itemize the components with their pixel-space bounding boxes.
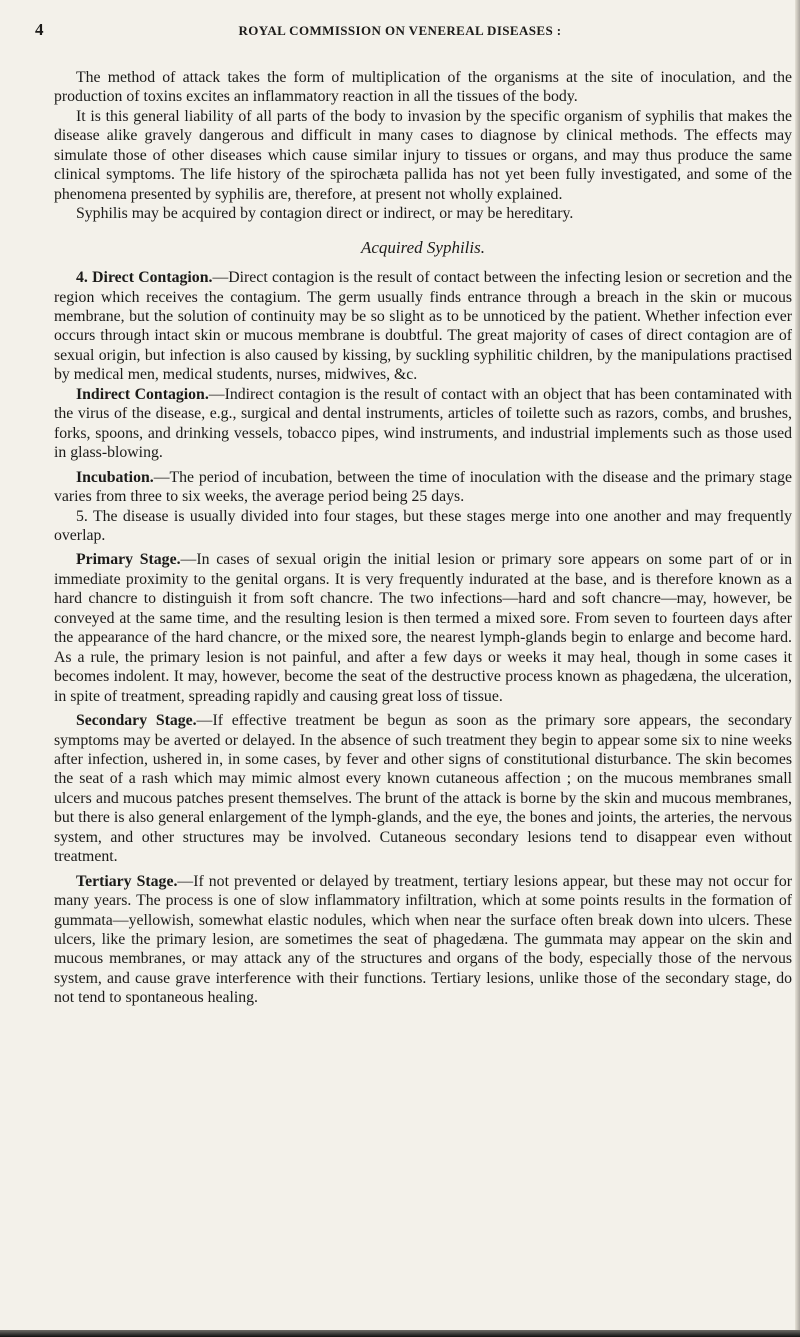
paragraph-text: —If effective treatment be begun as soon as the primary sore appears, the secondary symptoms may be averted or delayed. In the absence of such treatment they begin to appear some six to nine weeks after infection, ushered in, in some cases, by fever and other signs of constitutional disturbance. The skin becomes the seat of a rash which may mimic almost every known cutaneous affection ; on the mucous membranes small ulcers and mucous patches present themselves. The brunt of the attack is borne by the skin and mucous membranes, but there is also general enlargement of the lymph-glands, and the eye, the bones and joints, the arteries, the nervous system, and other structures may be involved. Cutaneous secondary lesions tend to disappear even without treatment. [54, 712, 792, 866]
running-head: ROYAL COMMISSION ON VENEREAL DISEASES : [238, 23, 562, 38]
paragraph-incubation [54, 468, 792, 507]
paragraph-text: Syphilis may be acquired by contagion direct or indirect, or may be hereditary. [76, 205, 574, 223]
paragraph-text: —Indirect contagion is the result of contact with an object that has been contaminated with the virus of the disease, e.g., surgical and dental instruments, articles of toilette such as razors, combs, and brushes, forks, spoons, and drinking vessels, tobacco pipes, wind instruments, and industrial implements such as those used in glass-blowing. [54, 385, 792, 462]
paragraph-tertiary-stage [54, 872, 792, 1008]
paragraph-text: —Direct contagion is the result of contact between the infecting lesion or secretion and the region which receives the contagium. The germ usually finds entrance through a breach in the skin or mucous membrane, but the solution of continuity may be so slight as to be unnoticed by the patient. Whether infection ever occurs through intact skin or mucous membrane is doubtful. The great majority of cases of direct contagion are of sexual origin, but infection is also caused by kissing, by suckling syphilitic children, by the manipulations practised by medical men, medical students, nurses, midwives, &c. [54, 269, 792, 384]
paragraph [54, 68, 792, 107]
paragraph-indirect-contagion [54, 385, 792, 463]
paragraph [54, 107, 792, 204]
paragraph-text: —The period of incubation, between the time of inoculation with the disease and the primary stage varies from three to six weeks, the average period being 25 days. [54, 468, 792, 506]
paragraph-lead: Secondary Stage. [76, 712, 197, 730]
paragraph-lead: Primary Stage. [76, 551, 181, 569]
page-edge-shadow [795, 0, 800, 1337]
paragraph [54, 507, 792, 546]
paragraph-primary-stage [54, 550, 792, 706]
paragraph-text: 5. The disease is usually divided into four stages, but these stages merge into one another and may frequently overlap. [54, 507, 792, 544]
paragraph-text: —In cases of sexual origin the initial lesion or primary sore appears on some part of or in immediate proximity to the genital organs. It is very frequently indurated at the base, and is therefore known as a hard chancre to distinguish it from soft chancre. The two infections—hard and soft chancre—may, however, be conveyed at the same time, and the resulting lesion is then termed a mixed sore. From seven to fourteen days after the appearance of the hard chancre, or the mixed sore, the nearest lymph-glands begin to enlarge and become hard. As a rule, the primary lesion is not painful, and after a few days or weeks it may heal, though in some cases it becomes indolent. It may, however, become the seat of the destructive process known as phagedæna, the ulceration, in spite of treatment, spreading rapidly and causing great loss of tissue. [54, 551, 792, 705]
page-header [0, 20, 800, 44]
paragraph-text: —If not prevented or delayed by treatment, tertiary lesions appear, but these may not occur for many years. The process is one of slow inflammatory infiltration, which at some points results in the formation of gummata—yellowish, somewhat elastic nodules, which when near the surface often break down into ulcers. These ulcers, like the primary lesion, are sometimes the seat of phagedæna. The gummata may appear on the skin and mucous membranes, or may attack any of the structures and organs of the body, especially those of the nervous system, and cause grave interference with their functions. Tertiary lesions, unlike those of the secondary stage, do not tend to spontaneous healing. [54, 872, 792, 1007]
page-bottom-edge [0, 1330, 800, 1337]
paragraph-text: It is this general liability of all parts of the body to invasion by the specific organism of syphilis that makes the disease alike gravely dangerous and difficult in many cases to diagnose by clinical methods. The effects may simulate those of other diseases which cause similar injury to tissues or organs, and may thus produce the same clinical symptoms. The life history of the spirochæta pallida has not yet been fully investigated, and some of the phenomena presented by syphilis are, therefore, at present not wholly explained. [54, 107, 792, 203]
paragraph-lead: Incubation. [76, 468, 154, 486]
paragraph-text: The method of attack takes the form of multiplication of the organisms at the site of inoculation, and the production of toxins excites an inflammatory reaction in all the tissues of the body. [54, 69, 792, 106]
paragraph-lead: Tertiary Stage. [76, 872, 178, 890]
section-heading: Acquired Syphilis. [360, 237, 485, 257]
page-number: 4 [35, 20, 44, 39]
paragraph [54, 204, 792, 223]
paragraph-lead: Indirect Contagion. [76, 385, 209, 403]
paragraph-secondary-stage [54, 711, 792, 867]
paragraph-direct-contagion [54, 268, 792, 385]
paragraph-lead: 4. Direct Contagion. [76, 269, 213, 287]
body-text [54, 68, 792, 1008]
